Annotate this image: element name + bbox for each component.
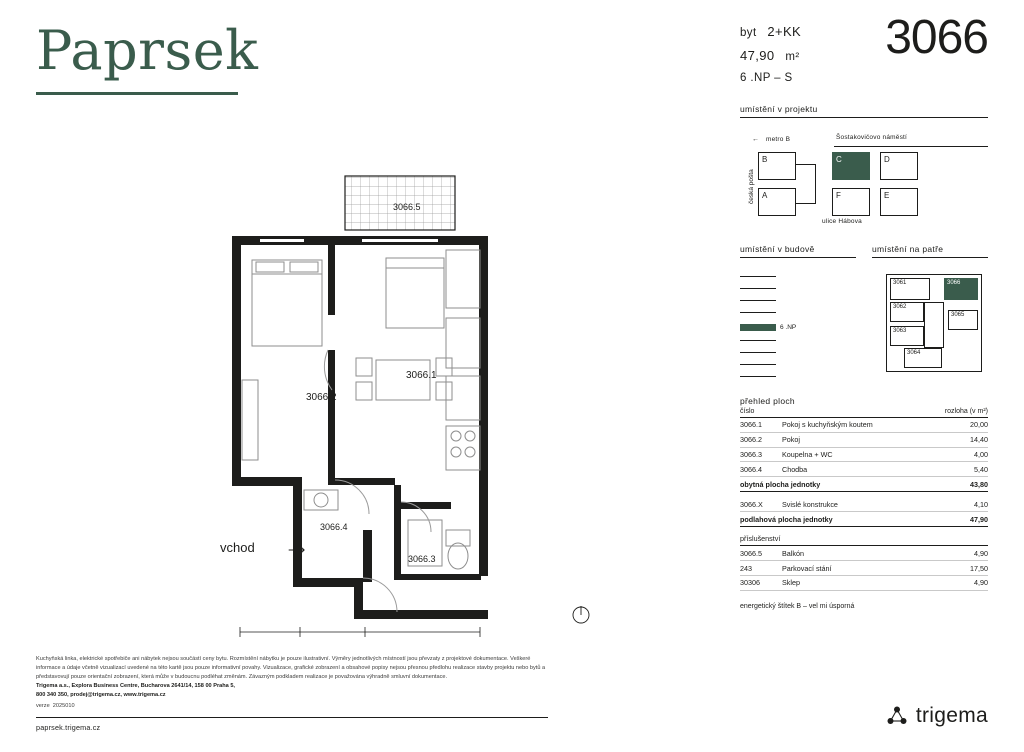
areas-total-row — [740, 512, 988, 527]
floorkey-diagram — [872, 266, 988, 384]
trigema-logo — [886, 704, 988, 728]
site-block-d-label: D — [884, 155, 890, 164]
area-code: 3066.1 — [740, 418, 782, 433]
footer-disclaimer: Kuchyňská linka, elektrické spotřebiče ani nábytek nejsou součástí ceny bytu. Rozmístění nábytku je pouze ilustrativní. Výměry jednotlivých místností jsou převzaty z projektové dokumentace. Veškeré informace a údaje včetně vizualizací uvedené na této kartě jsou pouze informativní povahy. Vizualizace, grafické zobrazení a obsahové popisy nejsou přesnou předlohu realizace stavby projektu nebo bytů a představovují pouze orientační zobrazení, která může v budoucnu podléhat změnám. Závazným podkladem realizace je považována výhradně smluvní dokumentace. — [36, 656, 546, 681]
table-row — [740, 447, 988, 462]
building-floor-line — [740, 376, 776, 377]
areas-subtotal-value: 43,80 — [940, 477, 988, 492]
floorkey-unit-3061-label: 3061 — [893, 280, 907, 286]
accessories-header-label: příslušenství — [740, 527, 988, 546]
footer-version — [36, 702, 556, 711]
accessory-code: 243 — [740, 561, 782, 576]
site-block-e-label: E — [884, 191, 890, 200]
brand-rule — [36, 92, 238, 95]
area-name: Pokoj — [782, 432, 940, 447]
unit-type-value: 2+KK — [767, 24, 802, 39]
site-block-a-label: A — [762, 191, 768, 200]
areas-header-row — [740, 406, 988, 418]
building-caption-rule — [740, 257, 856, 258]
site-block-c-label: C — [836, 155, 842, 164]
floorkey-unit-3063-label: 3063 — [893, 328, 907, 334]
room-label-living: 3066.1 — [406, 370, 437, 381]
entrance-label: vchod — [220, 540, 255, 555]
area-code: 3066.3 — [740, 447, 782, 462]
unit-floor-value: 6 .NP – S — [740, 72, 793, 84]
floorkey-unit-3066-label: 3066 — [947, 280, 961, 286]
area-name: Svislé konstrukce — [782, 491, 940, 511]
accessory-value: 4,90 — [940, 576, 988, 591]
area-value: 4,00 — [940, 447, 988, 462]
trigema-mark-icon — [886, 705, 908, 727]
room-label-hall: 3066.4 — [320, 522, 348, 532]
table-row — [740, 418, 988, 433]
building-floor-section — [740, 244, 988, 384]
accessories-header-row — [740, 527, 988, 546]
building-current-floor-label: 6 .NP — [780, 324, 797, 331]
unit-type-line — [740, 24, 850, 39]
building-floor-line — [740, 340, 776, 341]
room-label-balcony: 3066.5 — [393, 202, 421, 212]
room-label-bedroom: 3066.2 — [306, 392, 337, 403]
site-block-c[interactable] — [832, 152, 870, 180]
floorplan-drawing — [180, 150, 650, 650]
table-row — [740, 491, 988, 511]
area-name: Pokoj s kuchyňským koutem — [782, 418, 940, 433]
floorkey-caption: umístění na patře — [872, 244, 944, 254]
unit-area-unit: m² — [785, 51, 800, 63]
siteplan-caption: umístění v projektu — [740, 104, 818, 114]
floorkey-unit-3063[interactable] — [890, 326, 924, 346]
areas-subtotal-label: obytná plocha jednotky — [740, 477, 940, 492]
street-top-rule — [834, 146, 988, 147]
site-block-connector — [796, 164, 816, 204]
floorkey-unit-3062-label: 3062 — [893, 304, 907, 310]
floorkey-unit-3064[interactable] — [904, 348, 942, 368]
footer-version-value: 2025010 — [52, 703, 75, 710]
area-name: Koupelna + WC — [782, 447, 940, 462]
entrance-arrow-icon: ⟶ — [288, 543, 306, 557]
footer-site-link[interactable]: paprsek.trigema.cz — [36, 723, 101, 733]
areas-caption: přehled ploch — [740, 396, 795, 406]
siteplan-caption-rule — [740, 117, 988, 118]
building-diagram — [740, 266, 856, 384]
building-floor-line — [740, 352, 776, 353]
site-block-f-label: F — [836, 191, 841, 200]
areas-col-code: číslo — [740, 406, 782, 418]
brand-name: Paprsek — [36, 19, 259, 82]
area-value: 4,10 — [940, 491, 988, 511]
trigema-wordmark: trigema — [915, 704, 988, 727]
areas-section — [740, 396, 988, 610]
site-block-a[interactable] — [758, 188, 796, 216]
area-code: 3066.2 — [740, 432, 782, 447]
table-row — [740, 546, 988, 561]
accessory-code: 3066.5 — [740, 546, 782, 561]
floorkey-unit-3062[interactable] — [890, 302, 924, 322]
table-row — [740, 432, 988, 447]
area-name: Chodba — [782, 462, 940, 477]
unit-number: 3066 — [885, 11, 988, 64]
site-block-e[interactable] — [880, 188, 918, 216]
accessory-code: 30306 — [740, 576, 782, 591]
table-row — [740, 462, 988, 477]
street-top-label: Šostakovičovo náměstí — [836, 134, 908, 141]
unit-area-line — [740, 48, 850, 63]
building-current-floor-bar[interactable] — [740, 324, 776, 331]
accessory-value: 4,90 — [940, 546, 988, 561]
area-value: 20,00 — [940, 418, 988, 433]
site-block-b[interactable] — [758, 152, 796, 180]
areas-col-area: rozloha (v m²) — [940, 406, 988, 418]
building-caption: umístění v budově — [740, 244, 815, 254]
floor-key-column — [872, 244, 988, 384]
room-label-bath: 3066.3 — [408, 554, 436, 564]
building-floor-line — [740, 276, 776, 277]
areas-col-name — [782, 406, 940, 418]
metro-arrow-icon: ← — [752, 136, 759, 143]
table-row — [740, 561, 988, 576]
street-bottom-label: ulice Hábova — [822, 218, 862, 225]
footer-company: Trigema a.s., Explora Business Centre, Bucharova 2641/14, 158 00 Praha 5, — [36, 683, 235, 690]
areas-subtotal-row — [740, 477, 988, 492]
areas-table — [740, 406, 988, 591]
unit-type-label: byt — [740, 27, 757, 39]
footer-version-label: verze — [36, 703, 50, 710]
area-value: 14,40 — [940, 432, 988, 447]
floorkey-core — [924, 302, 944, 348]
areas-total-label: podlahová plocha jednotky — [740, 512, 940, 527]
building-floor-line — [740, 364, 776, 365]
unit-header-specs — [740, 24, 850, 93]
floorkey-unit-3061[interactable] — [890, 278, 930, 300]
accessory-name: Sklep — [782, 576, 940, 591]
site-block-f[interactable] — [832, 188, 870, 216]
unit-area-value: 47,90 — [740, 48, 775, 63]
north-indicator-icon — [570, 604, 592, 631]
accessory-name: Parkovací stání — [782, 561, 940, 576]
building-floor-line — [740, 312, 776, 313]
footer-block — [36, 655, 556, 734]
building-floor-line — [740, 288, 776, 289]
table-row — [740, 576, 988, 591]
area-code: 3066.4 — [740, 462, 782, 477]
area-code: 3066.X — [740, 491, 782, 511]
energy-label-note: energetický štítek B – vel mi úsporná — [740, 602, 855, 610]
brand-block — [36, 19, 336, 95]
building-column — [740, 244, 856, 384]
floorkey-unit-3065-label: 3065 — [951, 312, 965, 318]
accessory-value: 17,50 — [940, 561, 988, 576]
areas-total-value: 47,90 — [940, 512, 988, 527]
floorkey-unit-3065[interactable] — [948, 310, 978, 330]
footer-rule — [36, 717, 548, 718]
post-label: česká pošta — [748, 169, 755, 204]
accessory-name: Balkón — [782, 546, 940, 561]
siteplan-diagram — [740, 126, 988, 225]
site-block-d[interactable] — [880, 152, 918, 180]
floorkey-unit-3066[interactable] — [944, 278, 978, 300]
footer-contact: 800 340 350, prodej@trigema.cz, www.trigema.cz — [36, 692, 166, 699]
metro-label: metro B — [766, 136, 791, 143]
site-block-b-label: B — [762, 155, 768, 164]
floorkey-unit-3064-label: 3064 — [907, 350, 921, 356]
floorkey-caption-rule — [872, 257, 988, 258]
building-floor-line — [740, 300, 776, 301]
area-value: 5,40 — [940, 462, 988, 477]
siteplan-section — [740, 104, 988, 225]
unit-floor-line — [740, 72, 850, 84]
